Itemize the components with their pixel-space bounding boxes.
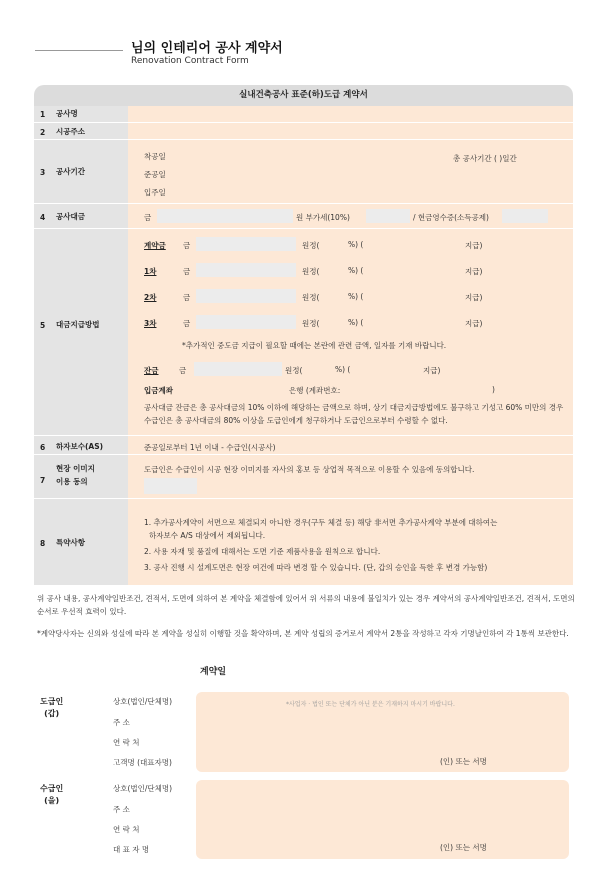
page-title: 님의 인테리어 공사 계약서 xyxy=(131,41,283,56)
owner-field-company: 상호(법인/단체명) xyxy=(113,697,173,706)
owner-name-blank-line[interactable] xyxy=(35,50,123,51)
row-number-6: 6 xyxy=(40,443,46,452)
row-label-image-use-1: 현장 이미지 xyxy=(56,464,95,473)
amount-won-vat-label: 원 부가세(10%) xyxy=(296,213,350,222)
form-heading: 실내건축공사 표준(하)도급 계약서 xyxy=(34,85,573,106)
balance-rule-text: 공사대금 잔금은 총 공사대금의 10% 이하에 해당하는 금액으로 하며, 상기 대금지급방법에도 불구하고 기성고 60% 미만의 경우 수급인은 총 공사대금의 80% 이상을 도급인에게 청구하거나 도급인으로부터 수령할 수 없다. xyxy=(144,403,564,425)
amount-input[interactable] xyxy=(157,209,293,223)
second-amount-input[interactable] xyxy=(196,289,296,303)
pledge-note: *계약당사자는 신의와 성실에 따라 본 계약을 성실히 이행할 것을 확약하며, 본 계약 성립의 증거로서 계약서 2통을 작성하고 각자 기명날인하여 각 1통씩 보관한다. xyxy=(37,629,569,638)
payment-date-text: 지급) xyxy=(423,366,441,375)
start-date-label: 착공일 xyxy=(144,152,166,161)
cash-receipt-label: / 현금영수증(소득공제) xyxy=(413,213,489,222)
account-label: 입금계좌 xyxy=(144,386,173,395)
contract-date-label: 계약일 xyxy=(200,667,227,677)
row-number-4: 4 xyxy=(40,213,46,222)
contract-form-table xyxy=(34,85,573,585)
owner-signature-label: (인) 또는 서명 xyxy=(440,757,487,766)
image-consent-text: 도급인은 수급인이 시공 현장 이미지를 자사의 홍보 등 상업적 목적으로 이용할 수 있음에 동의합니다. xyxy=(144,465,475,474)
completion-date-label: 준공일 xyxy=(144,170,166,179)
row-number-5: 5 xyxy=(40,321,46,330)
payment-gold-text: 금 xyxy=(179,366,187,375)
page-subtitle: Renovation Contract Form xyxy=(131,56,249,66)
payment-won-text: 원정( xyxy=(302,319,320,328)
account-close-paren: ) xyxy=(492,385,495,394)
amount-prefix: 금 xyxy=(144,213,152,222)
contractor-title-line1: 수급인 xyxy=(40,784,64,793)
payment-percent-text: %) ( xyxy=(348,266,364,275)
payment-balance-label: 잔금 xyxy=(144,366,159,375)
contractor-signature-label: (인) 또는 서명 xyxy=(440,843,487,852)
payment-won-text: 원정( xyxy=(302,241,320,250)
payment-second-label: 2차 xyxy=(144,293,157,302)
row-label-warranty: 하자보수(AS) xyxy=(56,442,104,451)
priority-note: 위 공사 내용, 공사계약일반조건, 견적서, 도면에 의하여 본 계약을 체결함에 있어서 위 서류의 내용에 불일치가 있는 경우 계약서의 공사계약일반조건, 견적서, 도면의 순서로 우선적 효력이 있다. xyxy=(37,594,575,616)
owner-field-name: 고객명 (대표자명) xyxy=(113,758,172,767)
account-bank-label: 은행 (계좌번호: xyxy=(289,386,341,395)
payment-gold-text: 금 xyxy=(183,319,191,328)
special-term-3: 3. 공사 진행 시 설계도면은 현장 여건에 따라 변경 할 수 있습니다. (단, 갑의 승인을 득한 후 변경 가능함) xyxy=(144,563,488,572)
owner-title xyxy=(40,696,63,720)
special-term-2: 2. 사용 자재 및 품질에 대해서는 도면 기준 제품사용을 원칙으로 합니다. xyxy=(144,547,381,556)
payment-date-text: 지급) xyxy=(465,241,483,250)
payment-won-text: 원정( xyxy=(302,267,320,276)
first-amount-input[interactable] xyxy=(196,263,296,277)
contractor-signature-box[interactable] xyxy=(196,780,569,859)
balance-amount-input[interactable] xyxy=(194,362,282,376)
owner-field-address: 주 소 xyxy=(113,718,130,727)
payment-gold-text: 금 xyxy=(183,267,191,276)
row-number-2: 2 xyxy=(40,128,46,137)
contractor-field-representative: 대 표 자 명 xyxy=(113,845,150,854)
total-period-label: 총 공사기간 ( )일간 xyxy=(453,154,517,163)
contractor-title xyxy=(40,783,63,807)
payment-gold-text: 금 xyxy=(183,241,191,250)
row-label-payment: 대금지급방법 xyxy=(56,320,100,329)
contractor-field-company: 상호(법인/단체명) xyxy=(113,784,173,793)
payment-won-text: 원정( xyxy=(285,366,303,375)
row-number-3: 3 xyxy=(40,168,46,177)
row-number-7: 7 xyxy=(40,476,46,485)
deposit-amount-input[interactable] xyxy=(196,237,296,251)
contractor-field-address: 주 소 xyxy=(113,805,130,814)
owner-title-line1: 도급인 xyxy=(40,697,64,706)
row-label-period: 공사기간 xyxy=(56,167,85,176)
special-term-1b: 하자보수 A/S 대상에서 제외됩니다. xyxy=(149,531,266,540)
row-number-1: 1 xyxy=(40,110,46,119)
payment-third-label: 3차 xyxy=(144,319,157,328)
vat-input[interactable] xyxy=(366,209,410,223)
image-consent-signature-box[interactable] xyxy=(144,478,197,494)
payment-date-text: 지급) xyxy=(465,319,483,328)
payment-deposit-label: 계약금 xyxy=(144,241,166,250)
extra-payment-note: *추가적인 중도금 지급이 필요할 때에는 본란에 관련 금액, 일자를 기재 바랍니다. xyxy=(182,341,447,350)
project-name-field[interactable] xyxy=(132,109,569,120)
row-label-amount: 공사대금 xyxy=(56,212,85,221)
third-amount-input[interactable] xyxy=(196,315,296,329)
row-label-special-terms: 특약사항 xyxy=(56,538,85,547)
owner-hint-text: *사업자 · 법인 또는 단체가 아닌 분은 기재하지 마시기 바랍니다. xyxy=(286,701,455,708)
payment-percent-text: %) ( xyxy=(348,240,364,249)
payment-percent-text: %) ( xyxy=(335,365,351,374)
row-label-project-name: 공사명 xyxy=(56,109,78,118)
address-field[interactable] xyxy=(132,126,569,137)
move-in-date-label: 입주일 xyxy=(144,188,166,197)
payment-first-label: 1차 xyxy=(144,267,157,276)
contractor-title-line2: (을) xyxy=(44,796,60,805)
row-label-address: 시공주소 xyxy=(56,127,85,136)
cash-receipt-input[interactable] xyxy=(502,209,548,223)
row-number-8: 8 xyxy=(40,539,46,548)
owner-signature-box[interactable] xyxy=(196,692,569,772)
contractor-field-contact: 연 락 처 xyxy=(113,825,140,834)
payment-gold-text: 금 xyxy=(183,293,191,302)
special-term-1a: 1. 추가공사계약이 서면으로 체결되지 아니한 경우(구두 체결 등) 해당 非서면 추가공사계약 부분에 대하여는 xyxy=(144,518,498,527)
owner-field-contact: 연 락 처 xyxy=(113,738,140,747)
owner-title-line2: (갑) xyxy=(44,709,60,718)
payment-won-text: 원정( xyxy=(302,293,320,302)
payment-percent-text: %) ( xyxy=(348,292,364,301)
payment-date-text: 지급) xyxy=(465,293,483,302)
row-label-image-use-2: 이용 동의 xyxy=(56,477,88,486)
payment-date-text: 지급) xyxy=(465,267,483,276)
payment-percent-text: %) ( xyxy=(348,318,364,327)
warranty-text: 준공일로부터 1년 이내 - 수급인(시공사) xyxy=(144,443,276,452)
